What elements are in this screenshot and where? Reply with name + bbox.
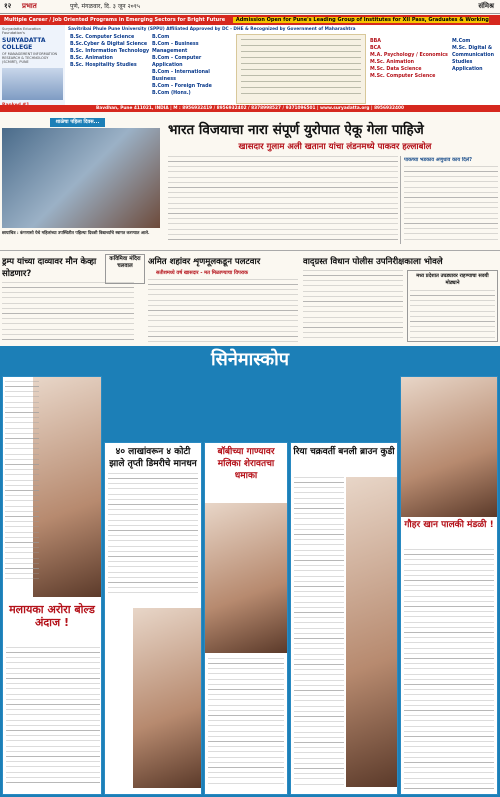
police-story-headline: वाद्ग्रस्त विधान पोलीस उपनिरीक्षकाला भोवले: [303, 257, 443, 267]
column-divider: [400, 156, 401, 244]
program-item: BBA: [370, 39, 382, 44]
lead-photo: [2, 128, 160, 228]
ad-programs-col4: [452, 38, 498, 102]
section-name: संमिश्र: [478, 2, 494, 10]
lead-headline: भारत विजयाचा नारा संपूर्ण युरोपात ऐकू गेला पाहिजे: [168, 122, 424, 138]
ad-band-left: Multiple Career / Job Oriented Programs in Emerging Sectors for Bright Future: [4, 17, 226, 23]
program-item: B.Com - International Business: [152, 70, 210, 82]
mallika-photo: [205, 503, 287, 653]
program-item: B.Com - Business Management: [152, 42, 199, 54]
gauhar-headline: गौहर खान पालकी मंडळी !: [404, 520, 494, 530]
ad-affiliation: Savitribai Phule Pune University (SPPU) Affiliated Approved by DC - DHE & Recognized by Government of Maharashtra: [68, 27, 356, 32]
malaika-text: [5, 381, 39, 581]
program-item: B.Com (Hons.): [152, 91, 191, 96]
gauhar-text: [404, 549, 494, 789]
ad-programs-col1: [70, 34, 150, 100]
rhea-photo: [346, 477, 398, 787]
gauhar-photo: [401, 377, 497, 517]
trump-story-headline: ड्रम्प यांच्या दाव्यावर मौन केव्हा सोडणार?: [2, 257, 97, 279]
lead-subhead: खासदार गुलाम अली खताना यांचा लंडनमध्ये पाकवर हल्लाबोल: [238, 142, 432, 152]
page-number: १२: [4, 2, 12, 10]
program-item: B.Sc. Computer Science: [70, 35, 135, 40]
ad-notice-box: [236, 34, 366, 104]
program-item: B.Com - Foreign Trade: [152, 84, 212, 89]
ad-college-sub: OF MANAGEMENT INFORMATION RESEARCH & TECHNOLOGY (SCMIRT), PUNE: [2, 52, 58, 64]
row-divider: [0, 250, 500, 251]
rhea-headline: रिया चक्रवर्ती बनली ब्राउन कुडी: [293, 447, 395, 457]
rhea-text: [294, 477, 344, 787]
program-item: M.Sc. Computer Science: [370, 74, 436, 79]
tripti-story: [104, 442, 202, 795]
paper-name: प्रभात: [22, 2, 37, 10]
ad-band-right: Admission Open for Pune's Leading Group of Institutes for XII Pass, Graduates & Working: [4, 17, 489, 25]
malaika-headline: मलायका अरोरा बोल्ड अंदाज !: [9, 603, 95, 629]
program-item: M.Sc. Data Science: [370, 67, 422, 72]
poem-box-heading: कविमिवा मंदिरा चलवाल: [105, 254, 145, 284]
mallika-headline: बॉबीच्या गाण्यावर मलिका शेरावतचा धमाका: [217, 447, 275, 481]
program-item: Application: [452, 67, 483, 72]
ad-programs-col3: [370, 38, 450, 102]
rhea-story: [290, 442, 398, 795]
program-item: M.Com: [452, 39, 471, 44]
amit-shah-headline: अमित शहांवर शृणमूलकडून पलटवार: [148, 257, 261, 267]
malaika-photo: [33, 377, 102, 597]
cinema-banner: सिनेमास्कोप: [211, 349, 289, 370]
photo-kicker: शाळेचा पहिला दिवस...: [50, 118, 105, 127]
ad-society: Suryadatta Education Foundation's: [2, 27, 41, 35]
side-story-text: [404, 166, 498, 244]
tripti-text: [108, 473, 198, 593]
lead-photo-caption: छायाचित्र : कंगणासो येथे महिलांच्या उपस्थितीत पहिल्या दिवशी विद्यार्थ्यांचे स्वागत करण्यात आले.: [2, 230, 150, 235]
mp-story-headline: मध्य प्रदेशात उघड्यावर राहण्याचा सवयी मोठ्याने: [416, 273, 489, 286]
ad-notice-text: [241, 39, 361, 99]
gauhar-story: [400, 376, 498, 795]
side-story-heading: पाकच्या भडकाव अणुधाव काय दिले?: [404, 157, 473, 163]
program-item: B.Sc. Animation: [70, 56, 113, 61]
lead-body-text: [168, 156, 398, 244]
ad-college-name: SURYADATTA COLLEGE: [2, 37, 46, 51]
issue-date: पुणे, मंगळवार, दि. ३ जून २०१५: [70, 3, 140, 10]
ad-top-band: [0, 15, 500, 25]
program-item: M.Sc. Digital & Communication Studies: [452, 46, 495, 65]
program-item: B.Sc. Information Technology: [70, 49, 150, 54]
program-item: B.Sc.Cyber & Digital Science: [70, 42, 148, 47]
mp-story-text: [410, 290, 495, 338]
ad-address-bar: Bavdhan, Pune 411021, INDIA | M : 8956932419 / 8956932402 / 8378998527 / 9371096501 | www.suryadatta.org | 8956932400: [0, 105, 500, 112]
amit-shah-text: [148, 279, 298, 342]
tripti-photo: [133, 608, 201, 788]
ad-college-block: [0, 25, 65, 105]
police-story-text: [303, 270, 403, 342]
trump-story-text: [2, 282, 134, 342]
program-item: M.Sc. Animation: [370, 60, 415, 65]
masthead: [0, 0, 500, 14]
malaika-more-text: [6, 647, 100, 787]
ad-programs-col2: [152, 34, 232, 100]
program-item: B.Com - Computer Application: [152, 56, 202, 68]
program-item: BCA: [370, 46, 381, 51]
mallika-text: [208, 658, 284, 788]
mp-story-box: [407, 270, 498, 342]
mallika-story: [204, 442, 288, 795]
tripti-headline: ४० लाखांवरून ४ कोटी झाले तृप्ती डिमरीचे मानधन: [109, 447, 197, 469]
program-item: B.Sc. Hospitality Studies: [70, 63, 137, 68]
program-item: B.Com: [152, 35, 170, 40]
ad-building-image: [2, 68, 63, 100]
program-item: M.A. Psychology / Economics: [370, 53, 448, 58]
amit-shah-subhead: सतीशमध्ये वर्ष खासदार - मत मिळाण्याचा विपराक: [156, 270, 249, 276]
malaika-story: [2, 376, 102, 795]
